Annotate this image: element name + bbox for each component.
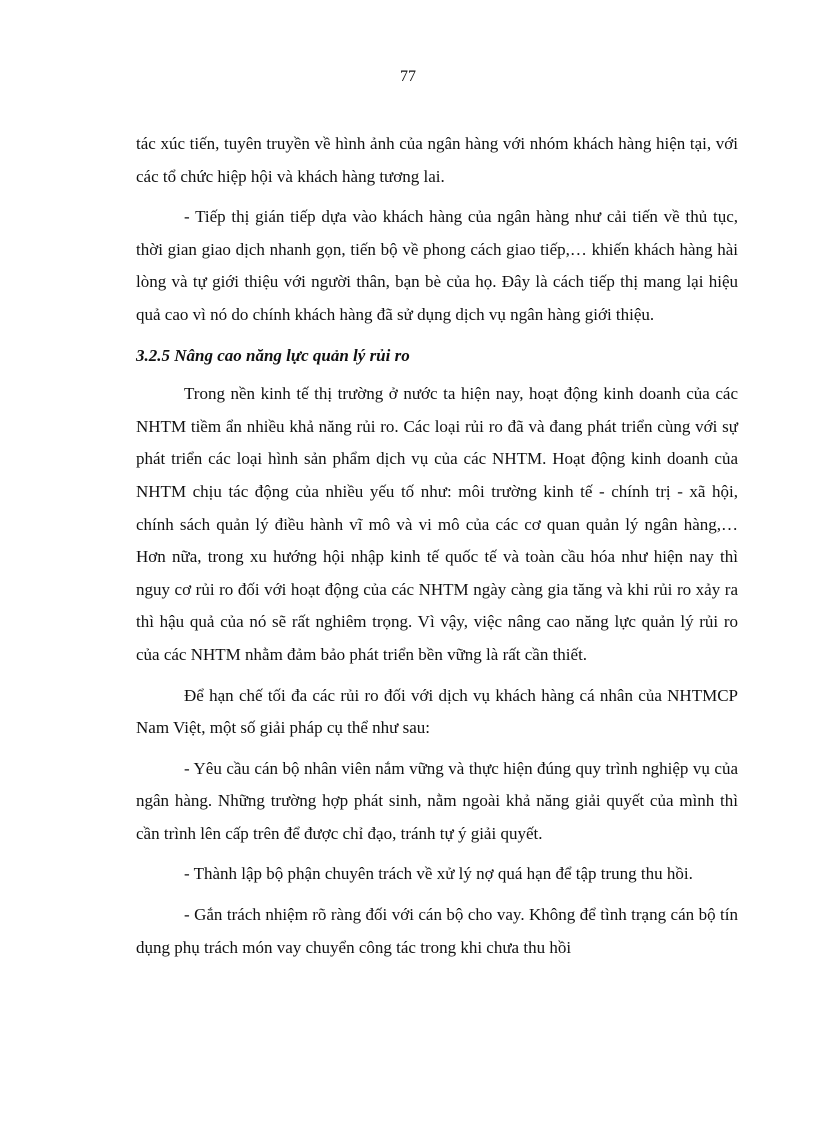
- paragraph-risk-context: Trong nền kinh tế thị trường ở nước ta hiện nay, hoạt động kinh doanh của các NHTM tiềm ẩn nhiều khả năng rủi ro. Các loại rủi ro đã và đang phát triển cùng với sự phát triển các loại hình sản phẩm dịch vụ của các NHTM. Hoạt động kinh doanh của NHTM chịu tác động của nhiều yếu tố như: môi trường kinh tế - chính trị - xã hội, chính sách quản lý điều hành vĩ mô và vi mô của các cơ quan quản lý ngân hàng,… Hơn nữa, trong xu hướng hội nhập kinh tế quốc tế và toàn cầu hóa như hiện nay thì nguy cơ rủi ro đối với hoạt động của các NHTM ngày càng gia tăng và khi rủi ro xảy ra thì hậu quả của nó sẽ rất nghiêm trọng. Vì vậy, việc nâng cao năng lực quản lý rủi ro của các NHTM nhằm đảm bảo phát triển bền vững là rất cần thiết.: [136, 384, 738, 664]
- paragraph-bullet-procedures: - Yêu cầu cán bộ nhân viên nắm vững và thực hiện đúng quy trình nghiệp vụ của ngân hàng. Những trường hợp phát sinh, nằm ngoài khả năng giải quyết của mình thì cần trình lên cấp trên để được chỉ đạo, tránh tự ý giải quyết.: [136, 758, 738, 843]
- paragraph-indirect-marketing: - Tiếp thị gián tiếp dựa vào khách hàng của ngân hàng như cải tiến về thủ tục, thời gian giao dịch nhanh gọn, tiến bộ về phong cách giao tiếp,… khiến khách hàng hài lòng và tự giới thiệu với người thân, bạn bè của họ. Đây là cách tiếp thị mang lại hiệu quả cao vì nó do chính khách hàng đã sử dụng dịch vụ ngân hàng giới thiệu.: [136, 207, 738, 324]
- page-number: 77: [400, 68, 416, 85]
- paragraph-continuation: tác xúc tiến, tuyên truyền về hình ảnh của ngân hàng với nhóm khách hàng hiện tại, với các tổ chức hiệp hội và khách hàng tương lai.: [136, 134, 738, 186]
- paragraph-bullet-debt-unit: - Thành lập bộ phận chuyên trách về xử lý nợ quá hạn để tập trung thu hồi.: [184, 864, 693, 884]
- document-body: [136, 128, 738, 972]
- paragraph-bullet-responsibility: - Gắn trách nhiệm rõ ràng đối với cán bộ cho vay. Không để tình trạng cán bộ tín dụng phụ trách món vay chuyển công tác trong khi chưa thu hồi: [136, 905, 738, 957]
- section-heading: 3.2.5 Nâng cao năng lực quản lý rủi ro: [136, 345, 410, 365]
- paragraph-risk-intro: Để hạn chế tối đa các rủi ro đối với dịch vụ khách hàng cá nhân của NHTMCP Nam Việt, một số giải pháp cụ thể như sau:: [136, 685, 738, 738]
